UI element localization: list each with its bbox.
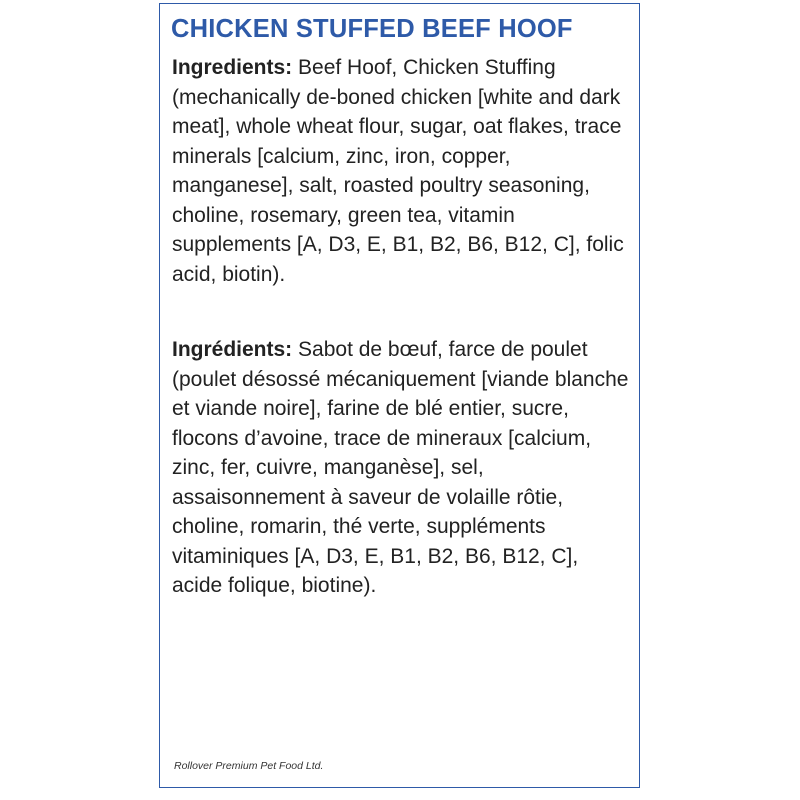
ingredients-english-text: Beef Hoof, Chicken Stuffing (mechanically de-boned chicken [white and dark meat], whole wheat flour, sugar, oat flakes, trace minerals [calcium, zinc, iron, copper, manganese], salt, roasted poultry seasoning, choline, rosemary, green tea, vitamin supplements [A, D3, E, B1, B2, B6, B12, C], folic acid, biotin). <box>172 56 624 286</box>
company-credit: Rollover Premium Pet Food Ltd. <box>174 760 324 772</box>
ingredients-english <box>172 53 634 289</box>
ingredients-french-heading: Ingrédients: <box>172 338 293 361</box>
ingredients-english-heading: Ingredients: <box>172 56 293 79</box>
ingredients-french-text: Sabot de bœuf, farce de poulet (poulet désossé mécaniquement [viande blanche et viande noire], farine de blé entier, sucre, flocons d’avoine, trace de mineraux [calcium, zinc, fer, cuivre, manganèse], sel, assaisonnement à saveur de volaille rôtie, choline, romarin, thé verte, suppléments vitaminiques [A, D3, E, B1, B2, B6, B12, C], acide folique, biotine). <box>172 338 629 597</box>
ingredients-french <box>172 335 634 601</box>
ingredient-label-panel <box>159 3 640 788</box>
product-title: CHICKEN STUFFED BEEF HOOF <box>171 15 573 43</box>
